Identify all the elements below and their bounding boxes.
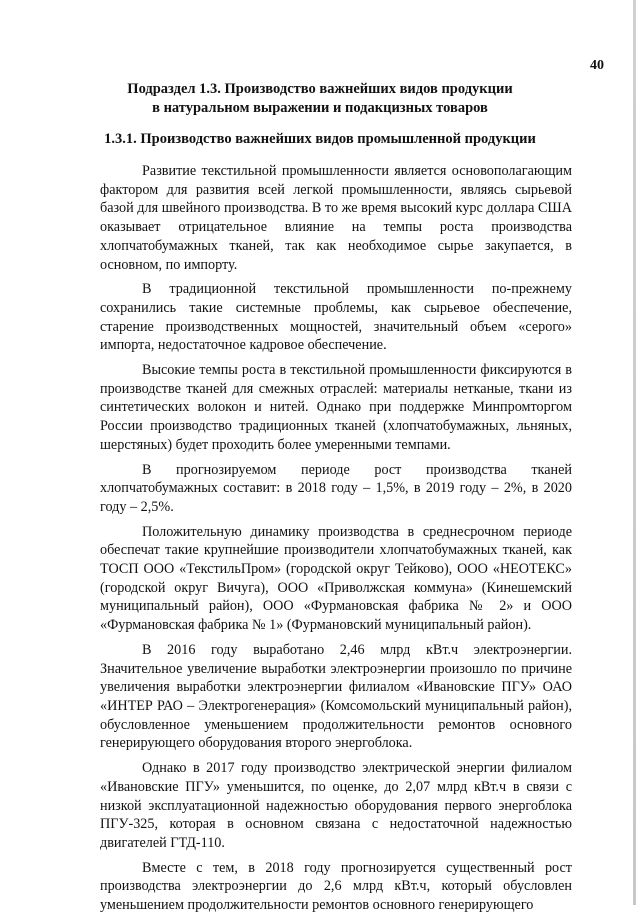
section-title [0, 80, 640, 118]
paragraph: В прогнозируемом периоде рост производства тканей хлопчатобумажных составит: в 2018 году – 1,5%, в 2019 году – 2%, в 2020 году – 2,5%. [100, 461, 572, 515]
subsection-title: 1.3.1. Производство важнейших видов промышленной продукции [104, 131, 536, 147]
paragraph: Положительную динамику производства в среднесрочном периоде обеспечат такие крупнейшие производители хлопчатобумажных тканей, как ТОСП ООО «ТекстильПром» (городской округ Тейково), ООО «НЕОТЕКС» (городской округ Вичуга), ООО «Приволжская коммуна» (Кинешемский муниципальный район), ООО «Фурмановская фабрика № 2» и ООО «Фурмановская фабрика № 1» (Фурмановский муниципальный район). [100, 523, 572, 634]
section-title-line-2: в натуральном выражении и подакцизных товаров [152, 100, 488, 116]
section-title-line-1: Подраздел 1.3. Производство важнейших видов продукции [127, 81, 513, 97]
paragraph: В традиционной текстильной промышленности по-прежнему сохранились такие системные проблемы, как сырьевое обеспечение, старение производственных мощностей, значительный объем «серого» импорта, недостаточное кадровое обеспечение. [100, 281, 572, 354]
paragraph: Развитие текстильной промышленности является основополагающим фактором для развития всей легкой промышленности, являясь сырьевой базой для швейного производства. В то же время высокий курс доллара США оказывает отрицательное влияние на темпы роста производства хлопчатобумажных тканей, так как необходимое сырье закупается, в основном, по импорту. [100, 163, 572, 273]
scan-edge-shadow [633, 0, 636, 905]
paragraph: Однако в 2017 году производство электрической энергии филиалом «Ивановские ПГУ» уменьшится, по оценке, до 2,07 млрд кВт.ч в связи с низкой эксплуатационной надежностью оборудования первого энергоблока ПГУ-325, которая в основном связана с недостаточной надежностью двигателей ГТД-110. [100, 760, 572, 851]
paragraph: Высокие темпы роста в текстильной промышленности фиксируются в производстве тканей для смежных отраслей: материалы нетканые, ткани из синтетических волокон и нитей. Однако при поддержке Минпромторгом России производство традиционных тканей (хлопчатобумажных, льняных, шерстяных) будет проходить более умеренными темпами. [100, 362, 572, 453]
page-number: 40 [590, 58, 604, 73]
paragraph: В 2016 году выработано 2,46 млрд кВт.ч электроэнергии. Значительное увеличение выработки электроэнергии произошло по причине увеличения выработки электроэнергии филиалом «Ивановские ПГУ» ОАО «ИНТЕР РАО – Электрогенерация» (Комсомольский муниципальный район), обусловленное уменьшением продолжительности ремонтов основного генерирующего оборудования второго энергоблока. [100, 641, 572, 752]
body-text [100, 162, 572, 921]
paragraph: Вместе с тем, в 2018 году прогнозируется существенный рост производства электроэнергии до 2,6 млрд кВт.ч, который обусловлен уменьшением продолжительности ремонтов основного генерирующего [100, 859, 572, 914]
